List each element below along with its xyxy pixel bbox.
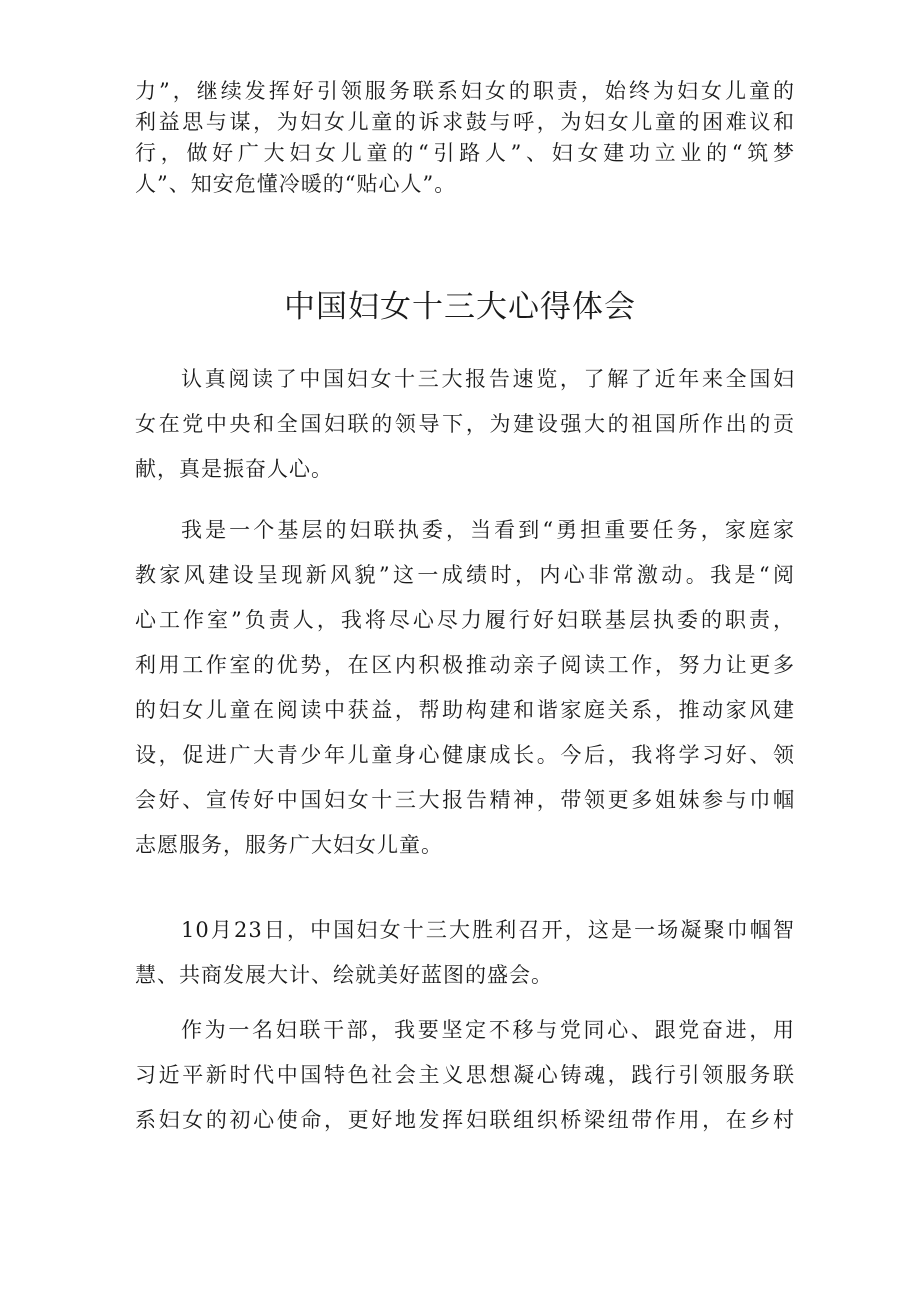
text-line: 行，做好广大妇女儿童的“引路人”、妇女建功立业的“筑梦: [135, 141, 795, 165]
text-line: 利益思与谋，为妇女儿童的诉求鼓与呼，为妇女儿童的困难议和: [135, 110, 795, 134]
text-line: 设，促进广大青少年儿童身心健康成长。今后，我将学习好、领: [135, 743, 795, 767]
text-line: 人”、知安危懂冷暖的“贴心人”。: [135, 172, 457, 196]
text-line: 10月23日，中国妇女十三大胜利召开，这是一场凝聚巾帼智: [181, 918, 795, 942]
text-line: 献，真是振奋人心。: [135, 457, 333, 481]
paragraph-4: [135, 1008, 795, 1143]
intro-paragraph: [135, 76, 795, 200]
text-line: 会好、宣传好中国妇女十三大报告精神，带领更多姐妹参与巾帼: [135, 788, 795, 812]
paragraph-2: [135, 508, 795, 868]
text-line: 心工作室”负责人，我将尽心尽力履行好妇联基层执委的职责，: [135, 608, 795, 632]
text-line: 教家风建设呈现新风貌”这一成绩时，内心非常激动。我是“阅: [135, 563, 795, 587]
text-line: 认真阅读了中国妇女十三大报告速览，了解了近年来全国妇: [181, 367, 795, 391]
page-title: 中国妇女十三大心得体会: [284, 288, 636, 325]
paragraph-3: [135, 908, 795, 998]
text-line: 利用工作室的优势，在区内积极推动亲子阅读工作，努力让更多: [135, 653, 795, 677]
text-line: 习近平新时代中国特色社会主义思想凝心铸魂，践行引领服务联: [135, 1063, 795, 1087]
text-line: 作为一名妇联干部，我要坚定不移与党同心、跟党奋进，用: [181, 1018, 795, 1042]
text-line: 女在党中央和全国妇联的领导下，为建设强大的祖国所作出的贡: [135, 412, 795, 436]
text-line: 力”，继续发挥好引领服务联系妇女的职责，始终为妇女儿童的: [135, 79, 795, 103]
text-line: 慧、共商发展大计、绘就美好蓝图的盛会。: [135, 963, 553, 987]
paragraph-1: [135, 357, 795, 492]
text-line: 的妇女儿童在阅读中获益，帮助构建和谐家庭关系，推动家风建: [135, 698, 795, 722]
text-line: 志愿服务，服务广大妇女儿童。: [135, 833, 443, 857]
text-line: 我是一个基层的妇联执委，当看到“勇担重要任务，家庭家: [181, 518, 795, 542]
text-line: 系妇女的初心使命，更好地发挥妇联组织桥梁纽带作用，在乡村: [135, 1108, 795, 1132]
